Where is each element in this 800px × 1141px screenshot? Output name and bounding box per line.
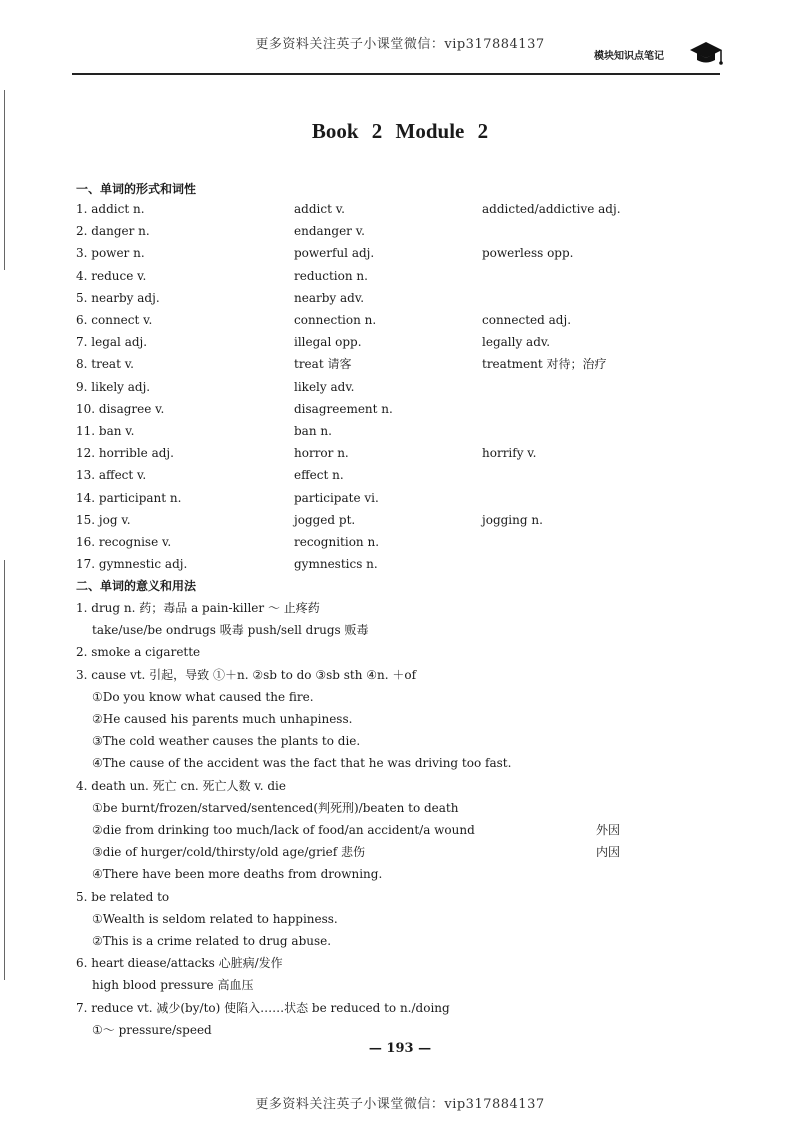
usage-line: ②He caused his parents much unhapiness. [92, 712, 353, 726]
word-form-cell: 17. gymnestic adj. [76, 557, 188, 572]
word-form-cell: treatment 对待；治疗 [482, 357, 607, 372]
word-form-cell: 2. danger n. [76, 224, 150, 239]
word-form-cell: 12. horrible adj. [76, 446, 174, 461]
cause-tag: 内因 [596, 845, 621, 860]
word-form-cell: jogged pt. [294, 512, 356, 527]
usage-line: ②die from drinking too much/lack of food/an accident/a wound [92, 823, 475, 837]
usage-line: ①be burnt/frozen/starved/sentenced(判死刑)/beaten to death [92, 800, 459, 815]
graduation-cap-icon [688, 40, 724, 70]
word-form-cell: nearby adv. [294, 290, 365, 305]
usage-line: ①～ pressure/speed [92, 1022, 212, 1037]
word-form-cell: connection n. [294, 313, 377, 327]
word-form-cell: connected adj. [482, 313, 572, 327]
word-form-cell: 13. affect v. [76, 468, 147, 483]
header-rule [72, 73, 720, 75]
cause-tag: 外因 [596, 823, 621, 837]
word-form-cell: legally adv. [482, 335, 551, 350]
word-form-cell: recognition n. [294, 535, 380, 549]
word-form-cell: 6. connect v. [76, 313, 153, 327]
footer-note: 更多资料关注英子小课堂微信：vip317884137 [255, 1097, 545, 1112]
word-form-cell: powerful adj. [294, 246, 375, 261]
usage-line: ③die of hurger/cold/thirsty/old age/grief 悲伤 [92, 845, 366, 860]
scan-edge-mark [4, 90, 5, 270]
word-form-cell: treat 请客 [294, 357, 352, 372]
word-form-cell: endanger v. [294, 224, 365, 239]
header-note: 更多资料关注英子小课堂微信：vip317884137 [255, 37, 545, 52]
word-form-cell: jogging n. [482, 512, 543, 527]
word-form-cell: 16. recognise v. [76, 535, 172, 549]
usage-line: ②This is a crime related to drug abuse. [92, 934, 332, 948]
usage-line: ④The cause of the accident was the fact that he was driving too fast. [92, 756, 512, 771]
word-form-cell: 15. jog v. [76, 512, 131, 527]
word-form-cell: disagreement n. [294, 401, 393, 416]
usage-line: take/use/be ondrugs 吸毒 push/sell drugs 贩毒 [92, 623, 369, 638]
usage-line: ③The cold weather causes the plants to die. [92, 734, 361, 749]
word-form-cell: gymnestics n. [294, 557, 378, 572]
word-form-cell: 10. disagree v. [76, 401, 165, 416]
usage-line: 1. drug n. 药；毒品 a pain-killer ～ 止疼药 [76, 601, 320, 615]
word-form-cell: 11. ban v. [76, 424, 135, 438]
usage-line: ①Do you know what caused the fire. [92, 689, 314, 704]
word-form-cell: 14. participant n. [76, 490, 182, 505]
usage-line: 7. reduce vt. 减少(by/to) 使陷入……状态 be reduced to n./doing [76, 1000, 450, 1015]
usage-line: high blood pressure 高血压 [92, 978, 254, 993]
scan-edge-mark [4, 560, 5, 980]
word-form-cell: 5. nearby adj. [76, 290, 160, 305]
word-form-cell: 7. legal adj. [76, 335, 148, 350]
section-heading: 一、单词的形式和词性 [76, 182, 197, 196]
word-form-cell: effect n. [294, 468, 344, 483]
usage-line: 4. death un. 死亡 cn. 死亡人数 v. die [76, 778, 286, 793]
usage-line: 2. smoke a cigarette [76, 645, 201, 660]
usage-line: 5. be related to [76, 889, 170, 904]
usage-line: 6. heart diease/attacks 心脏病/发作 [76, 956, 283, 971]
word-form-cell: addicted/addictive adj. [482, 202, 621, 216]
word-form-cell: 3. power n. [76, 246, 145, 261]
word-form-cell: 9. likely adj. [76, 379, 151, 394]
section-heading: 二、单词的意义和用法 [76, 579, 197, 593]
page-title: Book 2 Module 2 [311, 119, 489, 143]
word-form-cell: 1. addict n. [76, 202, 145, 216]
word-form-cell: likely adv. [294, 379, 355, 394]
usage-line: 3. cause vt. 引起，导致 ①＋n. ②sb to do ③sb sth ④n. ＋of [76, 667, 417, 682]
word-form-cell: reduction n. [294, 268, 368, 283]
word-form-cell: participate vi. [294, 490, 379, 505]
word-form-cell: horrify v. [482, 446, 537, 461]
word-form-cell: ban n. [294, 424, 332, 438]
corner-label: 模块知识点笔记 [594, 51, 664, 62]
word-form-cell: horror n. [294, 446, 349, 461]
usage-line: ①Wealth is seldom related to happiness. [92, 911, 338, 926]
word-form-cell: addict v. [294, 202, 345, 216]
word-form-cell: 8. treat v. [76, 357, 134, 372]
word-form-cell: powerless opp. [482, 246, 574, 261]
word-form-cell: 4. reduce v. [76, 268, 147, 283]
word-form-cell: illegal opp. [294, 335, 362, 350]
usage-line: ④There have been more deaths from drowning. [92, 867, 383, 882]
page-number: — 193 — [368, 1041, 432, 1056]
